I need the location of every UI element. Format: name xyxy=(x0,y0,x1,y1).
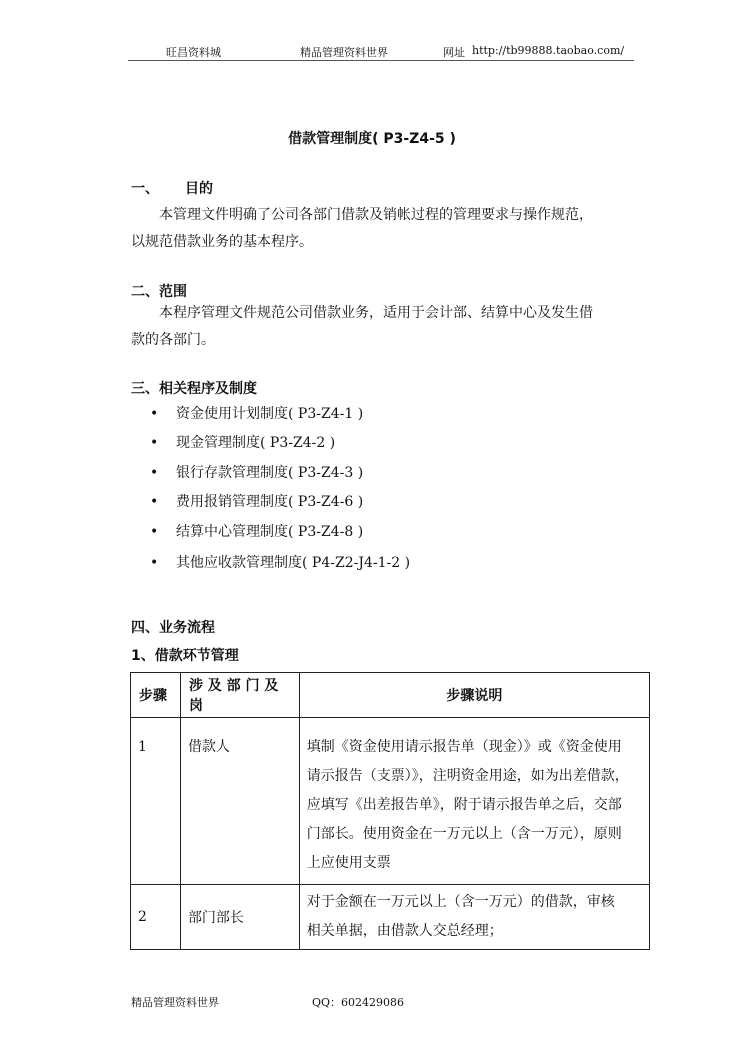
list-item xyxy=(150,552,410,572)
description-line: 相关单据，由借款人交总经理； xyxy=(306,923,503,939)
step-description xyxy=(299,885,649,950)
list-item xyxy=(150,521,363,541)
description-line: 对于金额在一万元以上（含一万元）的借款，审核 xyxy=(306,894,615,910)
department: 借款人 xyxy=(180,718,299,885)
footer-qq: QQ：602429086 xyxy=(312,996,405,1009)
list-item xyxy=(150,432,335,452)
list-item-text: 费用报销管理制度( P3-Z4-6 ) xyxy=(176,494,364,510)
bullet-icon: • xyxy=(150,494,159,510)
description-line: 请示报告（支票）》，注明资金用途，如为出差借款， xyxy=(306,768,629,784)
section-1-number: 一、 xyxy=(131,181,159,197)
list-item xyxy=(150,403,363,423)
section-2-title: 二、范围 xyxy=(131,284,187,300)
description-line: 应填写《出差报告单》，附于请示报告单之后，交部 xyxy=(306,797,622,813)
description-line: 上应使用支票 xyxy=(306,855,391,871)
column-header-dept: 涉 及 部 门 及 岗 xyxy=(180,673,299,718)
section-2-line-1: 本程序管理文件规范公司借款业务，适用于会计部、结算中心及发生借 xyxy=(159,305,593,321)
list-item xyxy=(150,462,363,482)
column-header-description: 步骤说明 xyxy=(299,673,649,718)
department: 部门部长 xyxy=(180,885,299,950)
bullet-icon: • xyxy=(150,435,159,451)
header-url[interactable]: http://tb99888.taobao.com/ xyxy=(472,44,625,57)
footer-brand: 精品管理资料世界 xyxy=(131,996,219,1009)
section-3-title: 三、相关程序及制度 xyxy=(131,381,257,397)
process-table xyxy=(130,672,650,950)
section-2-body xyxy=(131,300,641,354)
section-1-line-2: 以规范借款业务的基本程序。 xyxy=(131,234,313,250)
bullet-icon: • xyxy=(150,555,159,571)
description-line: 门部长。使用资金在一万元以上（含一万元），原则 xyxy=(306,826,622,842)
step-number: 2 xyxy=(131,885,181,950)
header-url-label: 网址 xyxy=(443,46,465,59)
header-tagline: 精品管理资料世界 xyxy=(300,46,388,59)
step-description xyxy=(299,718,649,885)
section-1-line-1: 本管理文件明确了公司各部门借款及销帐过程的管理要求与操作规范， xyxy=(159,207,593,223)
list-item-text: 其他应收款管理制度( P4-Z2-J4-1-2 ) xyxy=(176,555,411,571)
section-1-title: 目的 xyxy=(185,181,213,197)
section-2-line-2: 款的各部门。 xyxy=(131,332,215,348)
column-header-step: 步骤 xyxy=(131,673,181,718)
step-number: 1 xyxy=(131,718,181,885)
table-row xyxy=(131,718,650,885)
table-header-row xyxy=(131,673,650,718)
bullet-icon: • xyxy=(150,465,159,481)
description-line: 填制《资金使用请示报告单（现金）》或《资金使用 xyxy=(306,739,622,755)
list-item-text: 资金使用计划制度( P3-Z4-1 ) xyxy=(176,406,364,422)
table-row xyxy=(131,885,650,950)
list-item-text: 银行存款管理制度( P3-Z4-3 ) xyxy=(176,465,364,481)
header-divider xyxy=(128,60,634,61)
document-title: 借款管理制度( P3-Z4-5 ) xyxy=(288,131,456,147)
list-item xyxy=(150,491,363,511)
bullet-icon: • xyxy=(150,406,159,422)
header-shop-name: 旺昌资料城 xyxy=(166,46,221,59)
list-item-text: 结算中心管理制度( P3-Z4-8 ) xyxy=(176,524,364,540)
section-4-title: 四、业务流程 xyxy=(131,620,215,636)
section-1-body xyxy=(131,202,641,256)
bullet-icon: • xyxy=(150,524,159,540)
list-item-text: 现金管理制度( P3-Z4-2 ) xyxy=(176,435,336,451)
section-4-subtitle: 1、借款环节管理 xyxy=(131,648,239,664)
